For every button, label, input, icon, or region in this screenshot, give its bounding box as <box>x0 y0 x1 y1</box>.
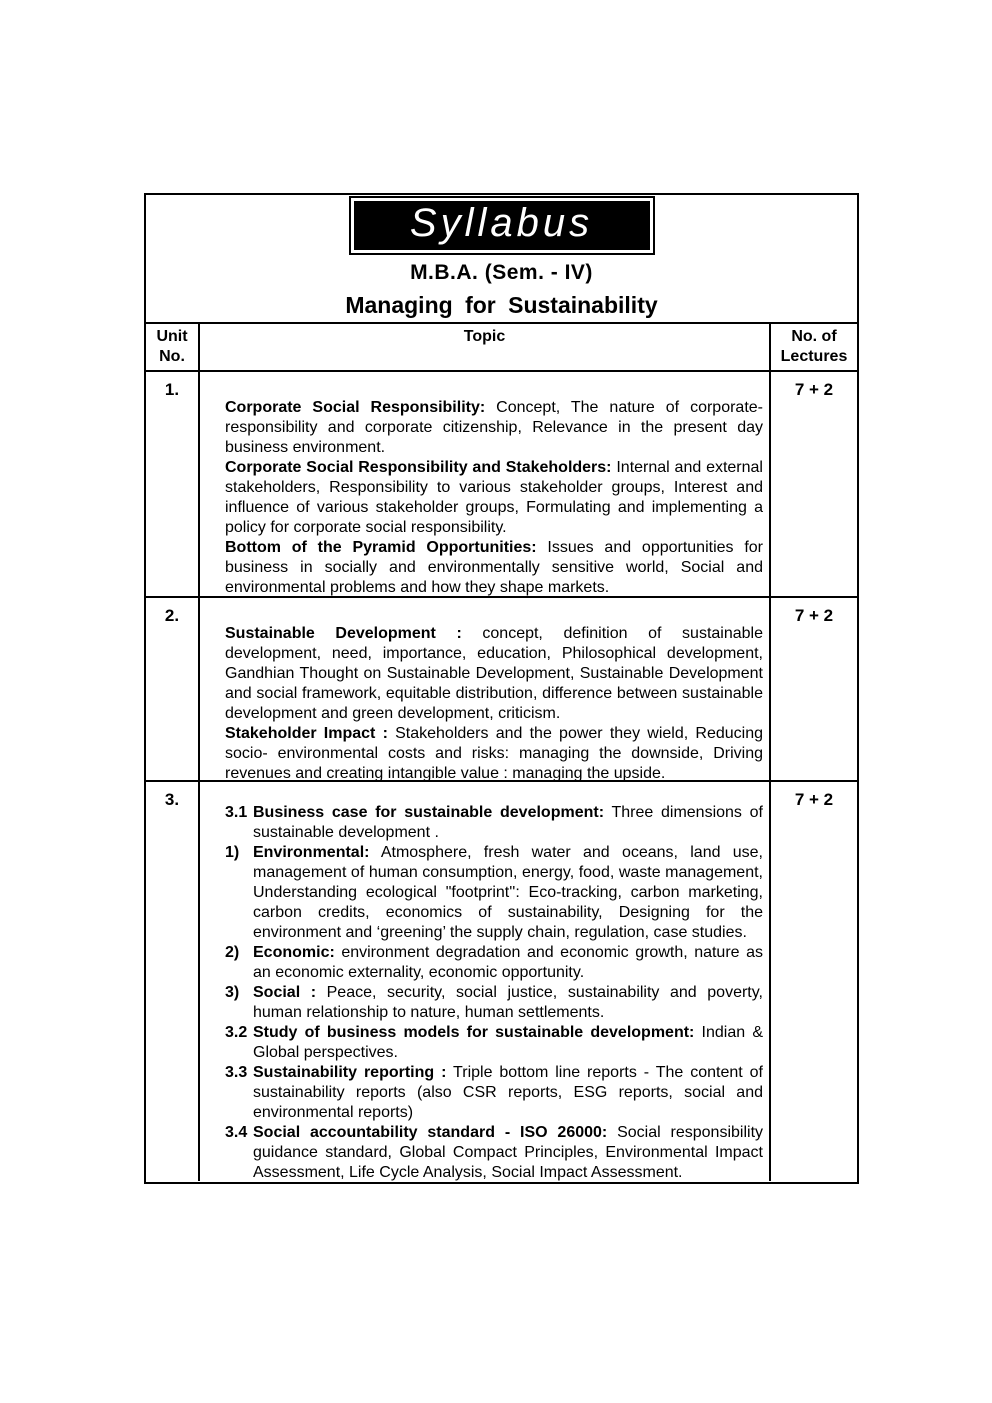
topic-body: Issues and opportunities for business in socially and environmentally sensitive world, Social and environmental problems and how they shape markets. <box>225 539 763 596</box>
program-title: M.B.A. (Sem. - IV) <box>410 261 593 284</box>
syllabus-item <box>225 803 763 843</box>
topic-lead: Sustainability reporting : <box>253 1064 447 1081</box>
topic-body: Peace, security, social justice, sustainability and poverty, human relationship to nature, human settlements. <box>253 984 764 1021</box>
item-number: 3.3 <box>225 1064 248 1081</box>
syllabus-item <box>225 1123 763 1181</box>
topic-cell <box>200 598 771 780</box>
topic-body: Stakeholders and the power they wield, Reducing socio- environmental costs and risks: managing the downside, Driving revenues and creating intangible value : managing the upside. <box>225 725 764 780</box>
unit-number: 1. <box>146 372 200 596</box>
syllabus-item <box>225 1063 763 1123</box>
topic-body: Three dimensions of sustainable development . <box>253 804 763 841</box>
topic-lead: Business case for sustainable development: <box>253 804 605 821</box>
syllabus-banner-text: Syllabus <box>409 201 594 245</box>
topic-lead: Study of business models for sustainable development: <box>253 1024 695 1041</box>
item-number: 2) <box>225 944 240 961</box>
topic-lead: Stakeholder Impact : <box>225 725 388 742</box>
syllabus-item <box>225 983 763 1023</box>
table-row <box>146 782 857 1181</box>
item-number: 3.2 <box>225 1024 248 1041</box>
topic-body: Concept, The nature of corporate-responsibility and corporate citizenship, Relevance in the present day business environment. <box>225 399 763 456</box>
topic-lead: Economic: <box>253 944 335 961</box>
unit-number: 2. <box>146 598 200 780</box>
unit-number: 3. <box>146 782 200 1181</box>
topic-body: Indian & Global perspectives. <box>253 1024 763 1061</box>
column-header-row <box>146 324 857 372</box>
topic-body: Social responsibility guidance standard, Global Compact Principles, Environmental Impact Assessment, Life Cycle Analysis, Social Impact Assessment. <box>253 1124 764 1181</box>
topic-cell <box>200 782 771 1181</box>
lecture-count: 7 + 2 <box>794 606 834 625</box>
topic-lead: Corporate Social Responsibility: <box>225 399 486 416</box>
syllabus-banner <box>349 196 655 255</box>
syllabus-banner-fill <box>354 201 650 250</box>
topic-lead: Social accountability standard - ISO 26000: <box>253 1124 608 1141</box>
topic-paragraph <box>225 458 763 538</box>
topic-body: concept, definition of sustainable development, need, importance, education, Philosophical development, Gandhian Thought on Sustainable Development, Sustainable Development and social framework, equitable distribution, difference between sustainable development and green development, criticism. <box>225 625 763 722</box>
syllabus-item <box>225 843 763 943</box>
syllabus-item <box>225 1023 763 1063</box>
topic-paragraph <box>225 724 763 780</box>
topic-body: Atmosphere, fresh water and oceans, land use, management of human consumption, energy, food, waste management, Understanding ecological "footprint'': Eco-tracking, carbon marketing, carbon credits, economics of sustainability, Designing for the environment and ‘greening’ the supply chain, regulation, case studies. <box>253 844 763 941</box>
topic-body: Internal and external stakeholders, Responsibility to various stakeholder groups, Interest and influence of various stakeholder groups, Formulating and implementing a policy for corporate social responsibility. <box>225 459 763 536</box>
table-row <box>146 598 857 782</box>
topic-paragraph <box>225 624 763 724</box>
topic-lead: Social : <box>253 984 317 1001</box>
topic-lead: Environmental: <box>253 844 370 861</box>
lecture-count: 7 + 2 <box>794 380 834 399</box>
syllabus-table-frame <box>144 193 859 1184</box>
topic-lead: Sustainable Development : <box>225 625 462 642</box>
item-number: 1) <box>225 844 240 861</box>
topic-lead: Bottom of the Pyramid Opportunities: <box>225 539 537 556</box>
item-number: 3.4 <box>225 1124 248 1141</box>
topic-lead: Corporate Social Responsibility and Stakeholders: <box>225 459 612 476</box>
column-header-topic: Topic <box>200 324 771 370</box>
column-header-lectures: No. of Lectures <box>780 328 848 365</box>
topic-body: environment degradation and economic growth, nature as an economic externality, economic opportunity. <box>253 944 763 981</box>
table-row <box>146 372 857 598</box>
item-number: 3.1 <box>225 804 248 821</box>
table-header-area <box>146 196 857 324</box>
syllabus-item <box>225 943 763 983</box>
topic-cell <box>200 372 771 596</box>
topic-paragraph <box>225 398 763 458</box>
topic-paragraph <box>225 538 763 596</box>
topic-body: Triple bottom line reports - The content of sustainability reports (also CSR reports, ESG reports, social and environmental reports) <box>253 1064 763 1121</box>
course-title: Managing for Sustainability <box>345 292 658 318</box>
item-number: 3) <box>225 984 240 1001</box>
column-header-unit: Unit No. <box>146 324 200 370</box>
lecture-count: 7 + 2 <box>794 790 834 809</box>
